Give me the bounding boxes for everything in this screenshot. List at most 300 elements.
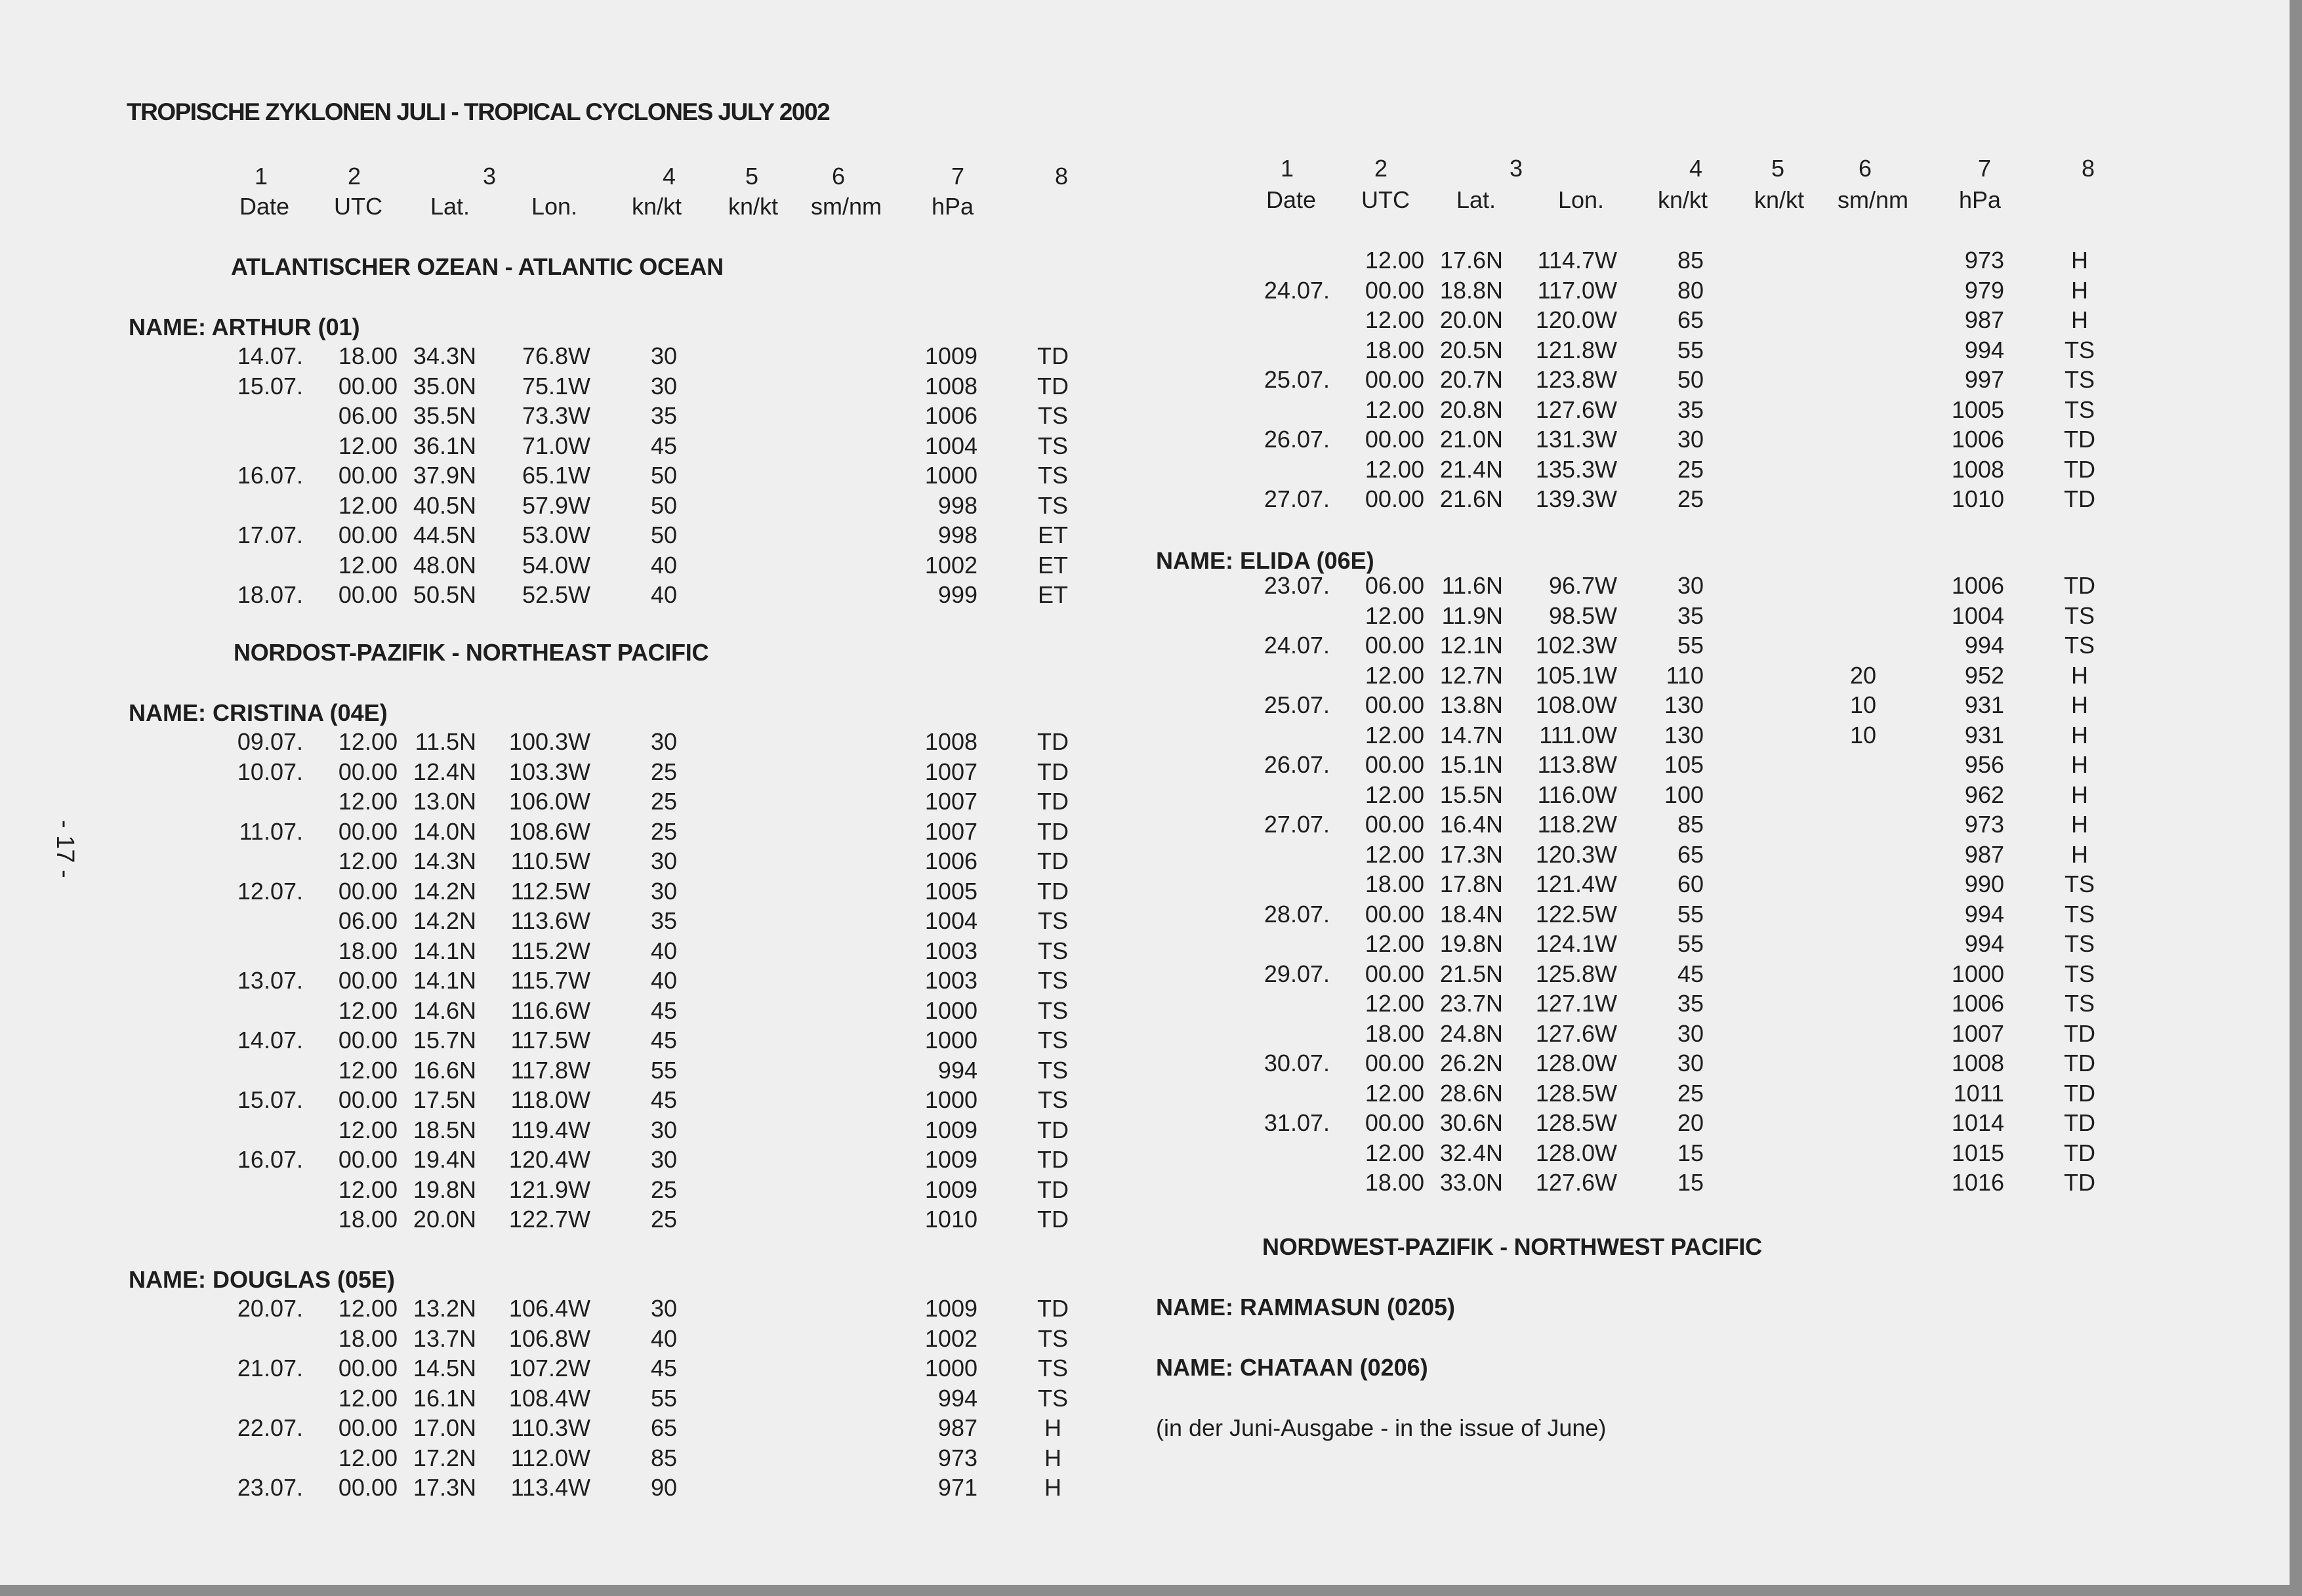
date-cell: 28.07. [1264, 900, 1330, 928]
col-label-lat: Lat. [1456, 186, 1496, 213]
class-cell: H [2071, 306, 2088, 333]
pressure-cell: 1000 [924, 1355, 977, 1381]
pressure-cell: 1009 [924, 1295, 977, 1322]
utc-cell: 18.00 [1365, 1169, 1424, 1196]
utc-cell: 12.00 [338, 788, 398, 815]
lat-cell: 19.8N [413, 1176, 476, 1203]
wind-cell: 30 [650, 1146, 677, 1173]
utc-cell: 00.00 [1365, 900, 1424, 928]
wind-cell: 25 [650, 1176, 677, 1203]
col-num-3: 3 [1509, 155, 1523, 182]
lon-cell: 120.0W [1535, 306, 1617, 333]
lon-cell: 115.7W [510, 967, 590, 994]
lon-cell: 131.3W [1535, 426, 1617, 453]
lon-cell: 113.8W [1537, 751, 1617, 778]
lon-cell: 108.4W [508, 1384, 590, 1412]
lon-cell: 135.3W [1535, 455, 1617, 483]
lon-cell: 127.6W [1535, 1169, 1617, 1196]
class-cell: TS [1037, 937, 1069, 964]
wind-cell: 20 [1677, 1109, 1704, 1136]
col-num-2: 2 [347, 163, 361, 190]
pressure-cell: 987 [1964, 306, 2004, 333]
wind-cell: 35 [650, 907, 677, 934]
col-num-8: 8 [2081, 155, 2095, 182]
date-cell: 11.07. [239, 817, 303, 845]
col-label-wind: kn/kt [631, 193, 682, 220]
class-cell: TD [1037, 1295, 1069, 1322]
wind-cell: 30 [650, 848, 677, 874]
lat-cell: 17.0N [413, 1414, 476, 1441]
pressure-cell: 1010 [1951, 485, 2004, 512]
class-cell: TS [1037, 1056, 1069, 1084]
col-num-7: 7 [951, 163, 965, 190]
utc-cell: 00.00 [338, 1027, 398, 1054]
class-cell: TS [2064, 366, 2095, 393]
date-cell: 22.07. [237, 1414, 303, 1441]
col-label-radius: sm/nm [1838, 186, 1908, 213]
utc-cell: 12.00 [338, 1176, 398, 1203]
lat-cell: 17.2N [413, 1444, 476, 1471]
date-cell: 24.07. [1264, 632, 1330, 659]
wind-cell: 85 [650, 1444, 677, 1471]
lat-cell: 20.8N [1439, 396, 1503, 423]
pressure-cell: 931 [1964, 721, 2004, 748]
col-num-7: 7 [1977, 155, 1992, 182]
wind-cell: 50 [1677, 366, 1704, 393]
utc-cell: 00.00 [1365, 485, 1424, 512]
utc-cell: 12.00 [338, 848, 398, 874]
col-num-2: 2 [1374, 155, 1388, 182]
wind-cell: 55 [1677, 930, 1704, 957]
lat-cell: 20.0N [1439, 306, 1503, 333]
class-cell: TS [1037, 1384, 1069, 1412]
lon-cell: 127.6W [1535, 1019, 1617, 1047]
lon-cell: 114.7W [1537, 247, 1617, 274]
date-cell: 31.07. [1264, 1109, 1330, 1136]
date-cell: 17.07. [237, 522, 303, 548]
pressure-cell: 1000 [924, 462, 977, 489]
lat-cell: 15.1N [1439, 751, 1503, 778]
lat-cell: 35.0N [413, 372, 476, 399]
wind-cell: 55 [1677, 900, 1704, 928]
utc-cell: 12.00 [1365, 781, 1424, 808]
lon-cell: 113.4W [510, 1474, 590, 1501]
pressure-cell: 1016 [1951, 1169, 2004, 1196]
class-cell: TD [2064, 455, 2095, 483]
class-cell: TS [1037, 996, 1069, 1024]
storm-name-chataan: NAME: CHATAAN (0206) [1156, 1354, 1428, 1381]
utc-cell: 18.00 [338, 1206, 398, 1233]
utc-cell: 00.00 [1365, 632, 1424, 659]
lon-cell: 117.5W [510, 1027, 590, 1054]
lat-cell: 32.4N [1439, 1139, 1503, 1166]
class-cell: H [1044, 1414, 1061, 1441]
pressure-cell: 1009 [924, 1176, 977, 1203]
class-cell: H [2071, 247, 2088, 274]
pressure-cell: 999 [937, 581, 977, 608]
wind-cell: 45 [1677, 960, 1704, 987]
class-cell: TS [1037, 462, 1069, 489]
wind-cell: 60 [1677, 870, 1704, 897]
class-cell: TD [1037, 342, 1069, 369]
date-cell: 25.07. [1264, 366, 1330, 393]
radius-cell: 10 [1849, 691, 1876, 718]
class-cell: TS [1037, 432, 1069, 459]
utc-cell: 00.00 [338, 877, 398, 905]
wind-cell: 40 [650, 1324, 677, 1352]
class-cell: TD [1037, 848, 1069, 874]
pressure-cell: 994 [1964, 930, 2004, 957]
wind-cell: 85 [1677, 247, 1704, 274]
class-cell: TD [1037, 1146, 1069, 1173]
wind-cell: 65 [1677, 840, 1704, 868]
class-cell: H [2071, 811, 2088, 838]
col-label-gust: kn/kt [728, 193, 779, 220]
utc-cell: 12.00 [338, 1116, 398, 1143]
col-num-8: 8 [1054, 163, 1069, 190]
lon-cell: 110.5W [510, 848, 590, 874]
lon-cell: 98.5W [1548, 602, 1617, 629]
pressure-cell: 1000 [1951, 960, 2004, 987]
utc-cell: 12.00 [1365, 1139, 1424, 1166]
wind-cell: 25 [1677, 485, 1704, 512]
lon-cell: 106.8W [508, 1324, 590, 1352]
lat-cell: 17.3N [413, 1474, 476, 1501]
lat-cell: 44.5N [413, 522, 476, 548]
date-cell: 26.07. [1264, 426, 1330, 453]
pressure-cell: 952 [1964, 661, 2004, 689]
lat-cell: 17.8N [1439, 870, 1503, 897]
wind-cell: 30 [650, 372, 677, 399]
wind-cell: 30 [650, 1295, 677, 1322]
wind-cell: 30 [650, 342, 677, 369]
date-cell: 23.07. [237, 1474, 303, 1501]
date-cell: 23.07. [1264, 572, 1330, 599]
lat-cell: 14.0N [413, 817, 476, 845]
lat-cell: 26.2N [1439, 1050, 1503, 1076]
utc-cell: 00.00 [338, 1355, 398, 1381]
lat-cell: 17.3N [1439, 840, 1503, 868]
class-cell: TS [1037, 1355, 1069, 1381]
col-label-pressure: hPa [1958, 186, 2002, 213]
class-cell: TD [1037, 1116, 1069, 1143]
class-cell: TD [2064, 1019, 2095, 1047]
lon-cell: 111.0W [1539, 721, 1617, 748]
issue-note: (in der Juni-Ausgabe - in the issue of June) [1156, 1414, 1607, 1441]
wind-cell: 45 [650, 432, 677, 459]
pressure-cell: 1011 [1953, 1079, 2004, 1107]
wind-cell: 50 [650, 491, 677, 519]
class-cell: H [2071, 691, 2088, 718]
utc-cell: 00.00 [1365, 276, 1424, 304]
class-cell: TD [1037, 817, 1069, 845]
lon-cell: 122.5W [1535, 900, 1617, 928]
class-cell: TS [1037, 907, 1069, 934]
wind-cell: 35 [1677, 396, 1704, 423]
wind-cell: 35 [1677, 602, 1704, 629]
wind-cell: 100 [1664, 781, 1704, 808]
date-cell: 12.07. [237, 877, 303, 905]
class-cell: TD [2064, 485, 2095, 512]
utc-cell: 00.00 [338, 581, 398, 608]
lat-cell: 20.7N [1439, 366, 1503, 393]
lat-cell: 16.1N [413, 1384, 476, 1412]
utc-cell: 00.00 [338, 1146, 398, 1173]
class-cell: TD [2064, 1079, 2095, 1107]
lat-cell: 14.7N [1439, 721, 1503, 748]
pressure-cell: 1008 [1951, 1050, 2004, 1076]
class-cell: TD [2064, 1139, 2095, 1166]
pressure-cell: 1002 [924, 1324, 977, 1352]
lat-cell: 23.7N [1439, 990, 1503, 1017]
lat-cell: 11.6N [1441, 572, 1503, 599]
class-cell: H [1044, 1474, 1061, 1501]
lon-cell: 65.1W [522, 462, 590, 489]
wind-cell: 40 [650, 581, 677, 608]
lat-cell: 36.1N [413, 432, 476, 459]
date-cell: 14.07. [237, 342, 303, 369]
lat-cell: 16.4N [1439, 811, 1503, 838]
lat-cell: 12.4N [413, 758, 476, 785]
utc-cell: 00.00 [338, 758, 398, 785]
date-cell: 13.07. [237, 967, 303, 994]
wind-cell: 25 [1677, 455, 1704, 483]
storm-name-cristina: NAME: CRISTINA (04E) [129, 699, 388, 726]
pressure-cell: 931 [1964, 691, 2004, 718]
lon-cell: 117.8W [510, 1056, 590, 1084]
pressure-cell: 1014 [1951, 1109, 2004, 1136]
lat-cell: 13.7N [413, 1324, 476, 1352]
date-cell: 15.07. [237, 1086, 303, 1113]
lat-cell: 30.6N [1439, 1109, 1503, 1136]
date-cell: 30.07. [1264, 1050, 1330, 1076]
wind-cell: 30 [650, 1116, 677, 1143]
lon-cell: 116.6W [510, 996, 590, 1024]
wind-cell: 30 [1677, 1050, 1704, 1076]
wind-cell: 105 [1664, 751, 1704, 778]
date-cell: 14.07. [237, 1027, 303, 1054]
class-cell: TD [1037, 877, 1069, 905]
lon-cell: 120.3W [1535, 840, 1617, 868]
utc-cell: 00.00 [1365, 751, 1424, 778]
page-number: - 17 - [51, 820, 79, 878]
class-cell: TS [1037, 967, 1069, 994]
col-label-lon: Lon. [531, 193, 578, 220]
section-heading-atlantic: ATLANTISCHER OZEAN - ATLANTIC OCEAN [231, 253, 724, 280]
lat-cell: 21.5N [1439, 960, 1503, 987]
class-cell: TD [1037, 758, 1069, 785]
pressure-cell: 1007 [924, 817, 977, 845]
wind-cell: 90 [650, 1474, 677, 1501]
pressure-cell: 1006 [1951, 426, 2004, 453]
col-num-4: 4 [1689, 155, 1703, 182]
utc-cell: 12.00 [338, 1056, 398, 1084]
wind-cell: 35 [1677, 990, 1704, 1017]
pressure-cell: 1015 [1951, 1139, 2004, 1166]
class-cell: TD [1037, 728, 1069, 755]
lat-cell: 12.1N [1439, 632, 1503, 659]
wind-cell: 55 [650, 1056, 677, 1084]
lat-cell: 15.5N [1439, 781, 1503, 808]
wind-cell: 65 [650, 1414, 677, 1441]
pressure-cell: 1009 [924, 342, 977, 369]
pressure-cell: 1003 [924, 937, 977, 964]
utc-cell: 12.00 [1365, 661, 1424, 689]
utc-cell: 12.00 [1365, 1079, 1424, 1107]
wind-cell: 55 [1677, 336, 1704, 363]
date-cell: 20.07. [237, 1295, 303, 1322]
lat-cell: 14.3N [413, 848, 476, 874]
col-num-5: 5 [1771, 155, 1785, 182]
utc-cell: 18.00 [338, 342, 398, 369]
col-num-3: 3 [482, 163, 497, 190]
wind-cell: 65 [1677, 306, 1704, 333]
utc-cell: 00.00 [1365, 691, 1424, 718]
col-num-6: 6 [831, 163, 846, 190]
wind-cell: 25 [650, 758, 677, 785]
lon-cell: 122.7W [508, 1206, 590, 1233]
utc-cell: 12.00 [338, 1384, 398, 1412]
wind-cell: 55 [1677, 632, 1704, 659]
pressure-cell: 1006 [1951, 572, 2004, 599]
lon-cell: 102.3W [1535, 632, 1617, 659]
pressure-cell: 998 [937, 522, 977, 548]
lon-cell: 120.4W [508, 1146, 590, 1173]
date-cell: 10.07. [237, 758, 303, 785]
wind-cell: 50 [650, 462, 677, 489]
lon-cell: 75.1W [522, 372, 590, 399]
pressure-cell: 1007 [1951, 1019, 2004, 1047]
lat-cell: 24.8N [1439, 1019, 1503, 1047]
col-num-5: 5 [745, 163, 759, 190]
lat-cell: 21.6N [1439, 485, 1503, 512]
date-cell: 09.07. [237, 728, 303, 755]
wind-cell: 30 [1677, 572, 1704, 599]
lat-cell: 21.0N [1439, 426, 1503, 453]
utc-cell: 12.00 [1365, 930, 1424, 957]
utc-cell: 00.00 [338, 1086, 398, 1113]
class-cell: H [2071, 840, 2088, 868]
pressure-cell: 973 [1964, 811, 2004, 838]
pressure-cell: 990 [1964, 870, 2004, 897]
class-cell: TD [1037, 372, 1069, 399]
lon-cell: 71.0W [522, 432, 590, 459]
pressure-cell: 1005 [1951, 396, 2004, 423]
pressure-cell: 1008 [924, 728, 977, 755]
wind-cell: 110 [1666, 661, 1704, 689]
utc-cell: 12.00 [1365, 602, 1424, 629]
lon-cell: 116.0W [1537, 781, 1617, 808]
col-num-1: 1 [254, 163, 268, 190]
pressure-cell: 973 [1964, 247, 2004, 274]
lat-cell: 17.6N [1439, 247, 1503, 274]
utc-cell: 00.00 [338, 817, 398, 845]
pressure-cell: 1004 [924, 907, 977, 934]
wind-cell: 35 [650, 402, 677, 429]
wind-cell: 15 [1677, 1169, 1704, 1196]
wind-cell: 25 [650, 817, 677, 845]
class-cell: TD [1037, 1206, 1069, 1233]
wind-cell: 30 [650, 728, 677, 755]
wind-cell: 30 [650, 877, 677, 905]
lat-cell: 34.3N [413, 342, 476, 369]
class-cell: H [2071, 751, 2088, 778]
pressure-cell: 1000 [924, 1027, 977, 1054]
wind-cell: 25 [650, 1206, 677, 1233]
class-cell: ET [1037, 522, 1069, 548]
utc-cell: 12.00 [1365, 840, 1424, 868]
col-label-lat: Lat. [430, 193, 470, 220]
lat-cell: 33.0N [1439, 1169, 1503, 1196]
utc-cell: 12.00 [1365, 721, 1424, 748]
lon-cell: 125.8W [1535, 960, 1617, 987]
lon-cell: 112.0W [510, 1444, 590, 1471]
lon-cell: 110.3W [510, 1414, 590, 1441]
class-cell: TS [2064, 900, 2095, 928]
lat-cell: 48.0N [413, 551, 476, 579]
utc-cell: 12.00 [1365, 247, 1424, 274]
lon-cell: 112.5W [510, 877, 590, 905]
pressure-cell: 987 [937, 1414, 977, 1441]
lat-cell: 20.0N [413, 1206, 476, 1233]
wind-cell: 130 [1664, 691, 1704, 718]
lon-cell: 121.9W [508, 1176, 590, 1203]
date-cell: 27.07. [1264, 485, 1330, 512]
lon-cell: 106.0W [508, 788, 590, 815]
lon-cell: 139.3W [1535, 485, 1617, 512]
pressure-cell: 994 [1964, 900, 2004, 928]
wind-cell: 80 [1677, 276, 1704, 304]
lon-cell: 108.6W [508, 817, 590, 845]
utc-cell: 18.00 [1365, 1019, 1424, 1047]
class-cell: TS [2064, 870, 2095, 897]
class-cell: TD [1037, 1176, 1069, 1203]
class-cell: H [2071, 276, 2088, 304]
pressure-cell: 994 [937, 1056, 977, 1084]
utc-cell: 12.00 [1365, 990, 1424, 1017]
utc-cell: 18.00 [338, 937, 398, 964]
wind-cell: 30 [1677, 1019, 1704, 1047]
lon-cell: 108.0W [1535, 691, 1617, 718]
class-cell: TS [1037, 1027, 1069, 1054]
pressure-cell: 1007 [924, 788, 977, 815]
col-label-utc: UTC [1361, 186, 1410, 213]
utc-cell: 12.00 [338, 728, 398, 755]
utc-cell: 00.00 [338, 522, 398, 548]
utc-cell: 12.00 [1365, 396, 1424, 423]
lat-cell: 14.2N [413, 907, 476, 934]
lat-cell: 16.6N [413, 1056, 476, 1084]
lon-cell: 119.4W [510, 1116, 590, 1143]
utc-cell: 00.00 [1365, 426, 1424, 453]
lon-cell: 124.1W [1535, 930, 1617, 957]
lon-cell: 57.9W [522, 491, 590, 519]
date-cell: 15.07. [237, 372, 303, 399]
pressure-cell: 962 [1964, 781, 2004, 808]
pressure-cell: 1010 [924, 1206, 977, 1233]
wind-cell: 40 [650, 937, 677, 964]
col-label-date: Date [239, 193, 290, 220]
lon-cell: 113.6W [510, 907, 590, 934]
class-cell: TS [2064, 960, 2095, 987]
utc-cell: 12.00 [338, 491, 398, 519]
storm-name-rammasun: NAME: RAMMASUN (0205) [1156, 1294, 1456, 1320]
wind-cell: 45 [650, 1027, 677, 1054]
lon-cell: 121.4W [1535, 870, 1617, 897]
lon-cell: 105.1W [1535, 661, 1617, 689]
class-cell: TS [2064, 396, 2095, 423]
pressure-cell: 1000 [924, 1086, 977, 1113]
